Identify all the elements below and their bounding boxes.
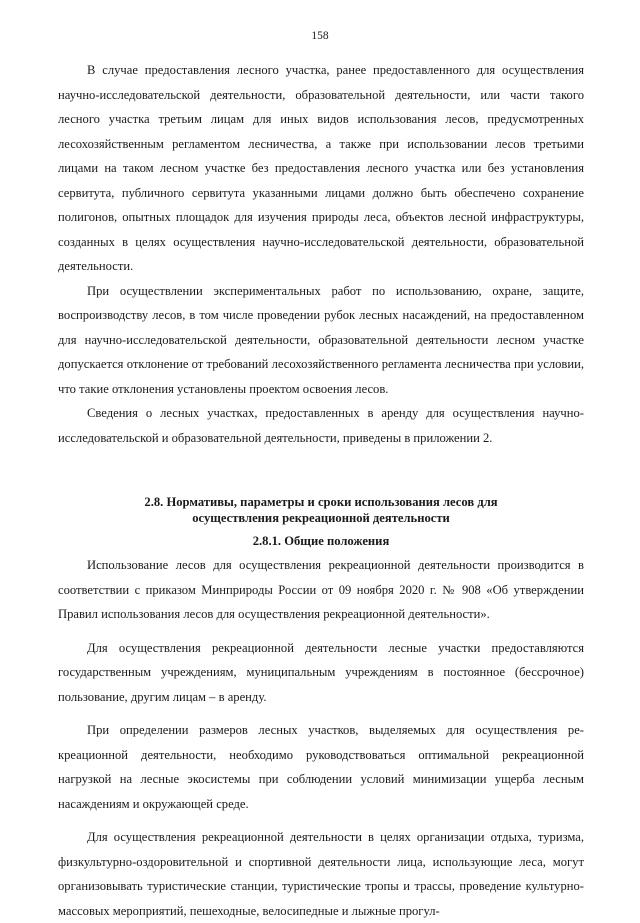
section-heading bbox=[58, 494, 584, 526]
paragraph-appendix-reference: Сведения о лесных участках, предоставленных в аренду для осуществления научно-исследовательской и образовательной деятельности, приведены в приложении 2. bbox=[58, 406, 584, 445]
section-heading-line-1: 2.8. Нормативы, параметры и сроки использования лесов для bbox=[144, 495, 498, 509]
paragraph-research-plot-preservation: В случае предоставления лесного участка, ранее предоставленного для осуществления научно-исследовательской деятельности, образовательной деятельности, или части такого лесного участка третьим лицам для иных видов использования лесов, предусмотренных лесохозяйственным регламентом лесничества, а также при использовании лесов третьими лицами на таком лесном участке без предоставления лесного участка или без установления сервитута, публичного сервитута указанными лицами должно быть обеспечено сохранение полигонов, опытных площадок для изучения природы леса, объектов лесной инфраструктуры, созданных в целях осуществления научно-исследовательской деятельности, образовательной деятельности. bbox=[58, 63, 584, 273]
section-heading-line-2: осуществления рекреационной деятельности bbox=[192, 511, 450, 525]
paragraph-plot-size: При определении размеров лесных участков, выделяемых для осуществления рекреационной деятельности, необходимо руководствоваться оптимальной рекреационной нагрузкой на лесные экосистемы при соблюдении условий минимизации ущерба лесным насаждениям и окружающей среде. bbox=[58, 723, 584, 811]
subsection-heading: 2.8.1. Общие положения bbox=[252, 534, 390, 548]
paragraph-land-provision: Для осуществления рекреационной деятельности лесные участки предоставляются государственным учреждениям, муниципальным учреждениям в постоянное (бессрочное) пользование, другим лицам – в аренду. bbox=[58, 640, 584, 704]
paragraph-legal-basis: Использование лесов для осуществления рекреационной деятельности производится в соответствии с приказом Минприроды России от 09 ноября 2020 г. № 908 «Об утверждении Правил использования лесов для осуществления рекреационной деятельности». bbox=[58, 558, 584, 621]
page-content bbox=[58, 58, 584, 923]
page-number: 158 bbox=[311, 30, 329, 42]
paragraph-recreation-activities: Для осуществления рекреационной деятельности в целях организации отдыха, туризма, физкультурно-оздоровительной и спортивной деятельности лица, использующие леса, могут организовывать туристические станции, туристические тропы и трассы, проведение культурно-массовых мероприятий, пешеходные, велосипедные и лыжные прогул- bbox=[58, 830, 584, 918]
paragraph-experimental-works: При осуществлении экспериментальных работ по использованию, охране, защите, воспроизводству лесов, в том числе проведении рубок лесных насаждений, на предоставленном для научно-исследовательской деятельности, образовательной деятельности лесном участке допускается отклонение от требований лесохозяйственного регламента лесничества при условии, что такие отклонения установлены проектом освоения лесов. bbox=[58, 283, 584, 396]
